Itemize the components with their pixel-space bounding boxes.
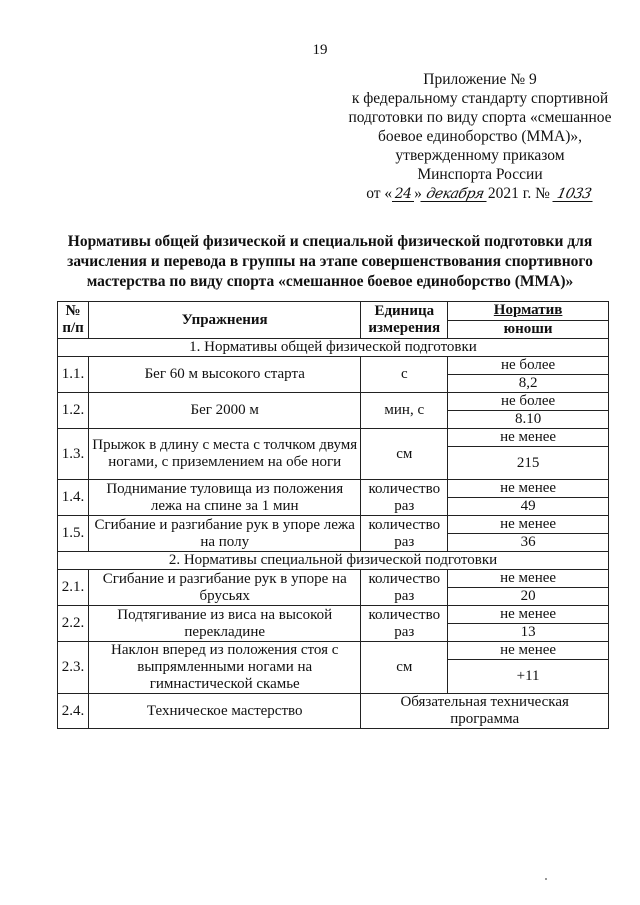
row-condition: не менее — [448, 480, 609, 498]
row-no: 2.4. — [58, 694, 89, 729]
row-no: 1.1. — [58, 357, 89, 393]
scan-speck — [545, 878, 547, 880]
section-title: 1. Нормативы общей физической подготовки — [58, 339, 609, 357]
row-unit: с — [361, 357, 448, 393]
table-row — [58, 694, 609, 729]
row-value: 36 — [448, 534, 609, 552]
table-row — [58, 393, 609, 411]
row-exercise: Сгибание и разгибание рук в упоре на брусьях — [89, 570, 361, 606]
row-unit: см — [361, 642, 448, 694]
table-row — [58, 642, 609, 660]
row-no: 1.3. — [58, 429, 89, 480]
row-no: 2.1. — [58, 570, 89, 606]
header-norm-sub: юноши — [448, 320, 609, 339]
row-unit-norm: Обязательная техническая программа — [361, 694, 609, 729]
header-exercise: Упражнения — [89, 302, 361, 339]
row-condition: не менее — [448, 516, 609, 534]
row-unit: мин, с — [361, 393, 448, 429]
appendix-line: к федеральному стандарту спортивной — [351, 90, 609, 107]
order-year: 2021 г. № — [487, 185, 550, 202]
row-exercise: Бег 2000 м — [89, 393, 361, 429]
row-value: 13 — [448, 624, 609, 642]
row-value: +11 — [448, 660, 609, 694]
order-mid: » — [414, 185, 422, 202]
row-exercise: Бег 60 м высокого старта — [89, 357, 361, 393]
order-prefix: от « — [366, 185, 393, 202]
appendix-line: Приложение № 9 — [423, 71, 537, 88]
table-row — [58, 570, 609, 588]
row-unit: количество раз — [361, 516, 448, 552]
document-title: Нормативы общей физической и специальной физической подготовки для зачисления и перевода в группы на этапе совершенствования спортивного мастерства по виду спорта «смешанное боевое единоборство (ММА)» — [67, 233, 593, 290]
header-unit: Единица измерения — [361, 302, 448, 339]
row-condition: не более — [448, 357, 609, 375]
order-line — [330, 184, 630, 203]
row-no: 1.5. — [58, 516, 89, 552]
section-row — [58, 339, 609, 357]
row-value: 8.10 — [448, 411, 609, 429]
row-condition: не менее — [448, 642, 609, 660]
row-unit: количество раз — [361, 570, 448, 606]
table-row — [58, 606, 609, 624]
page-number: 19 — [312, 42, 328, 58]
table-row — [58, 516, 609, 534]
appendix-line: Минспорта России — [417, 166, 543, 183]
row-exercise: Техническое мастерство — [89, 694, 361, 729]
row-no: 2.2. — [58, 606, 89, 642]
appendix-line: подготовки по виду спорта «смешанное — [348, 109, 612, 126]
row-value: 49 — [448, 498, 609, 516]
order-day-handwritten: 24 — [392, 187, 414, 202]
table-row — [58, 429, 609, 447]
row-unit: см — [361, 429, 448, 480]
row-condition: не менее — [448, 429, 609, 447]
order-month-handwritten: декабря — [420, 187, 489, 202]
row-unit: количество раз — [361, 480, 448, 516]
row-exercise: Прыжок в длину с места с толчком двумя ногами, с приземлением на обе ноги — [89, 429, 361, 480]
appendix-line: боевое единоборство (ММА)», — [377, 128, 583, 145]
order-number-handwritten: 1033 — [552, 187, 595, 202]
appendix-line: утвержденному приказом — [395, 147, 565, 164]
section-row — [58, 552, 609, 570]
row-no: 2.3. — [58, 642, 89, 694]
row-exercise: Наклон вперед из положения стоя с выпрямленными ногами на гимнастической скамье — [89, 642, 361, 694]
row-no: 1.4. — [58, 480, 89, 516]
table-row — [58, 480, 609, 498]
table-row — [58, 357, 609, 375]
row-exercise: Сгибание и разгибание рук в упоре лежа на полу — [89, 516, 361, 552]
appendix-block — [330, 70, 630, 203]
row-condition: не менее — [448, 570, 609, 588]
section-title: 2. Нормативы специальной физической подготовки — [58, 552, 609, 570]
norms-table — [57, 301, 609, 729]
row-unit: количество раз — [361, 606, 448, 642]
row-no: 1.2. — [58, 393, 89, 429]
row-condition: не более — [448, 393, 609, 411]
header-norm: Норматив — [448, 302, 609, 321]
row-condition: не менее — [448, 606, 609, 624]
table-header-row — [58, 302, 609, 321]
row-value: 8,2 — [448, 375, 609, 393]
row-value: 215 — [448, 447, 609, 480]
row-exercise: Подтягивание из виса на высокой перекладине — [89, 606, 361, 642]
row-value: 20 — [448, 588, 609, 606]
header-no: № п/п — [58, 302, 89, 339]
row-exercise: Поднимание туловища из положения лежа на спине за 1 мин — [89, 480, 361, 516]
